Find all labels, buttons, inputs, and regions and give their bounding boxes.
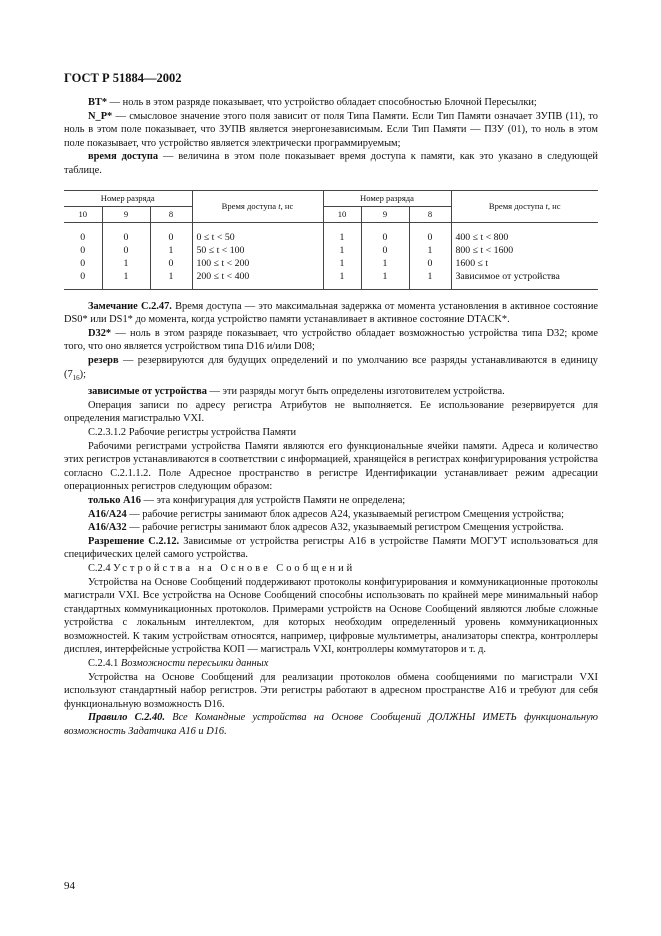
table-cell: 1	[323, 257, 361, 270]
paragraph-d32	[64, 327, 598, 354]
table-cell: 0	[409, 222, 451, 244]
paragraph-transfer: Устройства на Основе Сообщений для реализации протоколов обмена сообщениями по магистрали VXI используют стандартный набор регистров. Эти регистры работают в адресном пространстве А16 и требуют для себя функциональную возможность D16.	[64, 671, 598, 710]
paragraph-np	[64, 110, 598, 151]
paragraph-work-registers: Рабочими регистрами устройства Памяти являются его функциональные ячейки памяти. Адреса и количество этих регистров устанавливаются в соответствии с информацией, хранящейся в регистрах конфигурирования устройства согласно С.2.1.1.2. Поле Адресное пространство в регистре Идентификации устанавливает режим адресации операционных регистров следующим образом:	[64, 440, 598, 493]
access-time-table-wrap	[64, 190, 598, 290]
bit-8-header-left: 8	[150, 206, 192, 222]
paragraph-reserve	[64, 354, 598, 385]
subscript-16: 16	[72, 373, 80, 382]
bit-number-header-right: Номер разряда	[323, 190, 451, 206]
document-header: ГОСТ Р 51884—2002	[64, 71, 182, 85]
bit-9-header-right: 9	[361, 206, 409, 222]
table-cell: 400 ≤ t < 800	[451, 222, 598, 244]
permission-text: Зависимые от устройства регистры А16 в устройстве Памяти МОГУТ использоваться для специфических целей самого устройства.	[64, 535, 598, 561]
text-d32: — ноль в этом разряде показывает, что устройство обладает возможностью устройства типа D32; кроме того, что оно является устройством типа D16 и/или D08;	[64, 327, 598, 353]
section-c24-heading	[64, 562, 598, 576]
table-row	[64, 222, 598, 244]
text-reserve: — резервируются для будущих определений и по умолчанию все разряды устанавливаются в единицу (7	[64, 354, 598, 380]
bit-8-header-right: 8	[409, 206, 451, 222]
paragraph-bt	[64, 96, 598, 110]
table-cell: 1	[323, 270, 361, 290]
access-time-header-t: t	[278, 200, 281, 211]
table-cell: 0	[409, 257, 451, 270]
text-a16-a32: — рабочие регистры занимают блок адресов А32, указываемый регистром Смещения устройства.	[126, 522, 564, 534]
text-bt: — ноль в этом разряде показывает, что устройство обладает способностью Блочной Пересылки;	[107, 97, 537, 108]
table-row	[64, 257, 598, 270]
note-text: Время доступа — это максимальная задержка от момента установления в активное состояние DS0* или DS1* до момента, когда устройство памяти устанавливает в активное состояние DTACK*.	[64, 300, 598, 326]
access-time-header-label: Время доступа	[488, 200, 546, 211]
section-c2312-heading: С.2.3.1.2 Рабочие регистры устройства Памяти	[88, 426, 297, 438]
bit-10-header-right: 10	[323, 206, 361, 222]
permission-label: Разрешение С.2.12.	[88, 535, 180, 547]
table-cell: 1	[102, 257, 150, 270]
text-a16-a24: — рабочие регистры занимают блок адресов А24, указываемый регистром Смещения устройства;	[126, 508, 564, 520]
access-time-header-unit: , нс	[280, 200, 294, 211]
table-cell: 1	[150, 270, 192, 290]
table-cell: 50 ≤ t < 100	[192, 244, 323, 257]
table-cell: 0	[361, 244, 409, 257]
rule-c240	[64, 711, 598, 738]
text-reserve-end: );	[79, 368, 87, 380]
term-bt: BT*	[88, 97, 108, 108]
text-np: — смысловое значение этого поля зависит от поля Типа Памяти. Если Тип Памяти означает ЗУПВ (11), то ноль в этом поле показывает, что ЗУПВ является энергонезависимым. Если Тип Памяти — ПЗУ (01), то ноль в этом поле показывает, что устройство является электрически программируемым;	[64, 110, 598, 149]
table-cell: 0	[64, 270, 102, 290]
table-cell: 1	[102, 270, 150, 290]
page-number: 94	[64, 880, 75, 892]
table-cell: 0	[150, 257, 192, 270]
access-time-header-t: t	[545, 200, 548, 211]
table-cell: 800 ≤ t < 1600	[451, 244, 598, 257]
section-c241-number: С.2.4.1	[88, 658, 121, 670]
paragraph-write: Операция записи по адресу регистра Атрибутов не выполняется. Ее использование резервируется для определения магистралью VXI.	[64, 399, 598, 425]
table-cell: 0	[80, 257, 86, 269]
term-reserve: резерв	[88, 354, 119, 366]
rule-text: Все Командные устройства на Основе Сообщений ДОЛЖНЫ ИМЕТЬ функциональную возможность Задатчика А16 и D16.	[64, 712, 598, 738]
term-a16-a24: А16/А24	[88, 508, 127, 520]
text-access-time: — величина в этом поле показывает время доступа к памяти, как это указано в следующей таблице.	[64, 151, 598, 176]
access-time-header-unit: , нс	[547, 200, 561, 211]
table-cell: Зависимое от устройства	[451, 270, 598, 290]
paragraph-a16-only	[64, 494, 598, 508]
access-time-table	[64, 190, 598, 290]
paragraph-message-devices: Устройства на Основе Сообщений поддерживают протоколы конфигурирования и коммуникационные протоколы магистрали VXI. Все устройства на Основе Сообщений способны использовать по крайней мере минимальный набор стандартных коммуникационных протоколов. Примерами устройств на Основе Сообщений являются любые сложные устройства с локальным интеллектом, для которых необходим определенный уровень коммуникационных возможностей. К таким устройствам относятся, например, цифровые мультиметры, анализаторы спектра, контроллеры дисплея, интерфейсные устройства КОП — магистраль VXI, контроллеры коммутаторов и т. д.	[64, 576, 598, 656]
page-content	[64, 96, 598, 739]
term-a16-a32: А16/А32	[88, 522, 127, 534]
term-access-time: время доступа	[88, 151, 159, 163]
table-cell: 1	[150, 244, 192, 257]
table-cell: 1	[323, 244, 361, 257]
table-cell: 0	[150, 222, 192, 244]
section-c24-title: Устройства на Основе Сообщений	[113, 562, 356, 574]
section-c24-number: С.2.4	[88, 562, 114, 574]
table-cell: 1	[361, 257, 409, 270]
term-a16-only: только А16	[88, 494, 141, 506]
section-c241-heading	[64, 657, 598, 671]
access-time-header-left	[192, 190, 323, 222]
paragraph-a16-a32	[64, 521, 598, 535]
table-cell: 0	[102, 244, 150, 257]
text-a16-only: — эта конфигурация для устройств Памяти не определена;	[140, 494, 406, 506]
term-d32: D32*	[88, 327, 112, 339]
bit-number-header-left: Номер разряда	[64, 190, 192, 206]
note-c247	[64, 300, 598, 327]
paragraph-access-time	[64, 150, 598, 177]
term-device-dependent: зависимые от устройства	[88, 386, 207, 398]
bit-10-header-left: 10	[64, 206, 102, 222]
text-device-dependent: — эти разряды могут быть определены изготовителем устройства.	[206, 386, 505, 398]
paragraph-device-dependent	[64, 385, 598, 399]
table-cell: 1	[409, 270, 451, 290]
access-time-header-right	[451, 190, 598, 222]
term-np: N_P*	[88, 110, 113, 122]
paragraph-a16-a24	[64, 508, 598, 522]
rule-label: Правило С.2.40.	[88, 712, 165, 724]
table-cell: 0	[80, 231, 86, 243]
table-cell: 1600 ≤ t	[451, 257, 598, 270]
table-cell: 0	[102, 222, 150, 244]
table-cell: 0	[361, 222, 409, 244]
table-row	[64, 244, 598, 257]
table-cell: 0	[80, 244, 86, 256]
table-cell: 0 ≤ t < 50	[192, 222, 323, 244]
table-cell: 200 ≤ t < 400	[192, 270, 323, 290]
bit-9-header-left: 9	[102, 206, 150, 222]
table-cell: 100 ≤ t < 200	[192, 257, 323, 270]
table-cell: 1	[409, 244, 451, 257]
table-cell: 1	[323, 222, 361, 244]
note-label: Замечание С.2.47.	[88, 300, 172, 312]
table-row	[64, 270, 598, 290]
access-time-header-label: Время доступа	[221, 200, 279, 211]
permission-c212	[64, 535, 598, 562]
table-cell: 1	[361, 270, 409, 290]
section-c241-title: Возможности пересылки данных	[120, 658, 269, 670]
